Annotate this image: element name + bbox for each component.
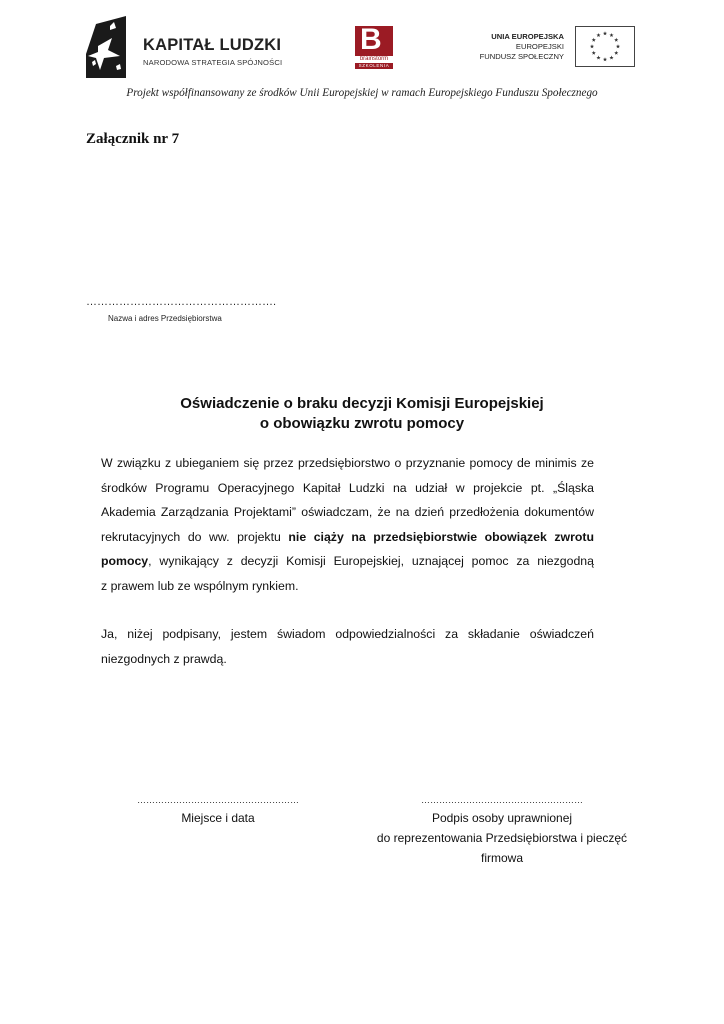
kapital-ludzki-logo-icon <box>86 16 130 78</box>
declaration-line-1: W związku z ubieganiem się przez przedsiębiorstwo o przyznanie pomocy de minimis ze <box>101 456 594 470</box>
declaration-line-5 <box>101 549 594 574</box>
eu-star-icon <box>616 44 620 48</box>
authorized-signature-line-1: Podpis osoby uprawnionej <box>431 811 573 825</box>
annex-heading: Załącznik nr 7 <box>86 131 180 147</box>
declaration-paragraph <box>101 451 594 598</box>
eu-star-icon <box>596 56 600 60</box>
eu-star-icon <box>603 57 607 61</box>
eu-star-icon <box>590 44 594 48</box>
declaration-line-4 <box>101 525 594 550</box>
document-title-line-1: Oświadczenie o braku decyzji Komisji Europejskiej <box>180 395 544 412</box>
eu-line-3: FUNDUSZ SPOŁECZNY <box>479 52 564 61</box>
eu-line-1: UNIA EUROPEJSKA <box>491 32 564 41</box>
eu-star-icon <box>609 33 613 37</box>
brainstorm-logo-subname: SZKOLENIA <box>355 63 393 69</box>
kapital-ludzki-logo <box>86 16 296 80</box>
declaration-line-5-text: , wynikający z decyzji Komisji Europejskiej, uznającej pomoc za niezgodną <box>148 554 594 568</box>
declaration-line-6: z prawem lub ze wspólnym rynkiem. <box>101 578 299 593</box>
eu-star-icon <box>592 38 596 42</box>
declaration-line-4-text: rekrutacyjnych do ww. projektu <box>101 529 281 544</box>
authorized-signature-line-2: do reprezentowania Przedsiębiorstwa i pieczęć <box>376 831 628 845</box>
cofinance-note: Projekt współfinansowany ze środków Unii Europejskiej w ramach Europejskiego Funduszu Społecznego <box>126 87 598 99</box>
entity-name-label: Nazwa i adres Przedsiębiorstwa <box>108 314 222 323</box>
eu-star-icon <box>603 31 607 35</box>
responsibility-line-1: Ja, niżej podpisany, jestem świadom odpowiedzialności za składanie oświadczeń <box>101 627 594 641</box>
eu-star-icon <box>592 51 596 55</box>
brainstorm-logo-letter: B <box>360 23 382 56</box>
brainstorm-logo-name: brainstorm <box>359 56 389 62</box>
declaration-line-3: Akademia Zarządzania Projektami” oświadczam, że na dzień przedłożenia dokumentów <box>101 505 594 519</box>
document-title-line-2: o obowiązku zwrotu pomocy <box>259 415 465 432</box>
eu-star-icon <box>596 33 600 37</box>
declaration-line-4-bold: nie ciąży na przedsiębiorstwie obowiązek zwrotu <box>288 529 594 544</box>
entity-name-placeholder: ……………………………………………. <box>86 296 277 308</box>
authorized-signature-line-3: firmowa <box>480 851 523 865</box>
eu-star-icon <box>614 51 618 55</box>
authorized-signature-block <box>352 790 652 868</box>
eu-star-icon <box>609 56 613 60</box>
kapital-ludzki-title: KAPITAŁ LUDZKI <box>143 36 282 54</box>
declaration-line-5-bold: pomocy <box>101 554 149 568</box>
place-date-signature-block <box>118 790 318 828</box>
kapital-ludzki-subtitle: NARODOWA STRATEGIA SPÓJNOŚCI <box>143 58 283 67</box>
authorized-signature-dots: ……………………………………………… <box>421 795 583 805</box>
responsibility-line-2: niezgodnych z prawdą. <box>101 651 227 666</box>
eu-line-2: EUROPEJSKI <box>515 42 564 51</box>
declaration-line-2: środków Programu Operacyjnego Kapitał Ludzki na udział w projekcie pt. „Śląska <box>101 480 594 495</box>
place-date-dots: ……………………………………………… <box>137 795 299 805</box>
eu-flag-icon <box>575 26 635 67</box>
brainstorm-logo <box>355 23 393 68</box>
responsibility-paragraph <box>101 622 594 671</box>
eu-star-icon <box>614 38 618 42</box>
document-title <box>0 394 724 434</box>
eu-text <box>456 32 564 62</box>
place-date-label: Miejsce i data <box>181 811 255 825</box>
